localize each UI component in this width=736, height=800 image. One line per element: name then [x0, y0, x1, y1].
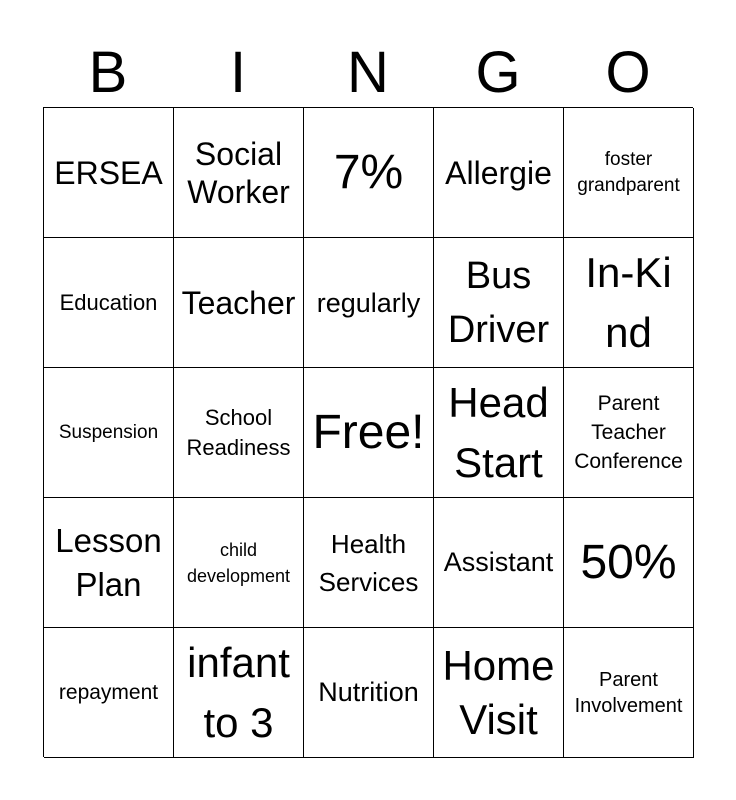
- header-letter-g: G: [475, 40, 521, 105]
- bingo-cell[interactable]: [434, 108, 564, 238]
- cell-label: Bus Driver: [447, 254, 550, 351]
- bingo-cell[interactable]: [304, 108, 434, 238]
- cell-label: repayment: [58, 680, 159, 704]
- cell-label: School Readiness: [186, 404, 291, 460]
- bingo-cell[interactable]: [304, 498, 434, 628]
- header-letter-b: B: [88, 40, 128, 105]
- cell-label: child development: [186, 539, 291, 586]
- cell-label: regularly: [316, 287, 421, 318]
- bingo-cell[interactable]: [44, 108, 174, 238]
- bingo-cell[interactable]: [564, 238, 694, 368]
- cell-label: Suspension: [58, 421, 159, 443]
- cell-label: Nutrition: [318, 677, 419, 707]
- cell-label: Assistant: [443, 547, 554, 577]
- cell-label: Education: [59, 289, 158, 315]
- bingo-cell[interactable]: [174, 108, 304, 238]
- cell-label: infant to 3: [187, 638, 290, 746]
- bingo-cell[interactable]: [564, 498, 694, 628]
- bingo-cell[interactable]: [304, 368, 434, 498]
- cell-label: 50%: [580, 535, 677, 589]
- cell-label: ERSEA: [54, 154, 163, 191]
- header-letter-i: I: [229, 40, 247, 105]
- cell-label: Home Visit: [442, 641, 555, 743]
- bingo-cell[interactable]: [44, 238, 174, 368]
- cell-label: In-Kind: [585, 248, 672, 356]
- bingo-cell[interactable]: [174, 368, 304, 498]
- cell-label: Parent Teacher Conference: [574, 392, 683, 473]
- bingo-cell[interactable]: [564, 628, 694, 758]
- cell-label: Allergie: [445, 154, 552, 191]
- bingo-cell[interactable]: [434, 238, 564, 368]
- cell-label: Lesson Plan: [55, 521, 162, 603]
- bingo-header: [43, 38, 693, 108]
- bingo-cell[interactable]: [434, 368, 564, 498]
- cell-label: Social Worker: [187, 135, 290, 210]
- cell-label: foster grandparent: [577, 148, 680, 196]
- cell-label: 7%: [333, 145, 404, 199]
- bingo-cell[interactable]: [434, 628, 564, 758]
- bingo-board: [43, 107, 693, 757]
- header-letter-n: N: [347, 40, 389, 105]
- header-letter-o: O: [605, 40, 651, 105]
- cell-label: Teacher: [181, 284, 296, 321]
- bingo-cell[interactable]: [174, 498, 304, 628]
- bingo-cell[interactable]: [44, 498, 174, 628]
- bingo-cell[interactable]: [564, 108, 694, 238]
- bingo-cell[interactable]: [304, 238, 434, 368]
- bingo-cell[interactable]: [174, 628, 304, 758]
- cell-label: Head Start: [448, 378, 549, 486]
- bingo-cell[interactable]: [304, 628, 434, 758]
- bingo-cell[interactable]: [44, 628, 174, 758]
- bingo-cell[interactable]: [564, 368, 694, 498]
- bingo-cell[interactable]: [174, 238, 304, 368]
- bingo-cell[interactable]: [44, 368, 174, 498]
- cell-label: Health Services: [318, 528, 419, 597]
- cell-label: Parent Involvement: [574, 668, 683, 717]
- bingo-cell[interactable]: [434, 498, 564, 628]
- cell-label: Free!: [312, 405, 425, 459]
